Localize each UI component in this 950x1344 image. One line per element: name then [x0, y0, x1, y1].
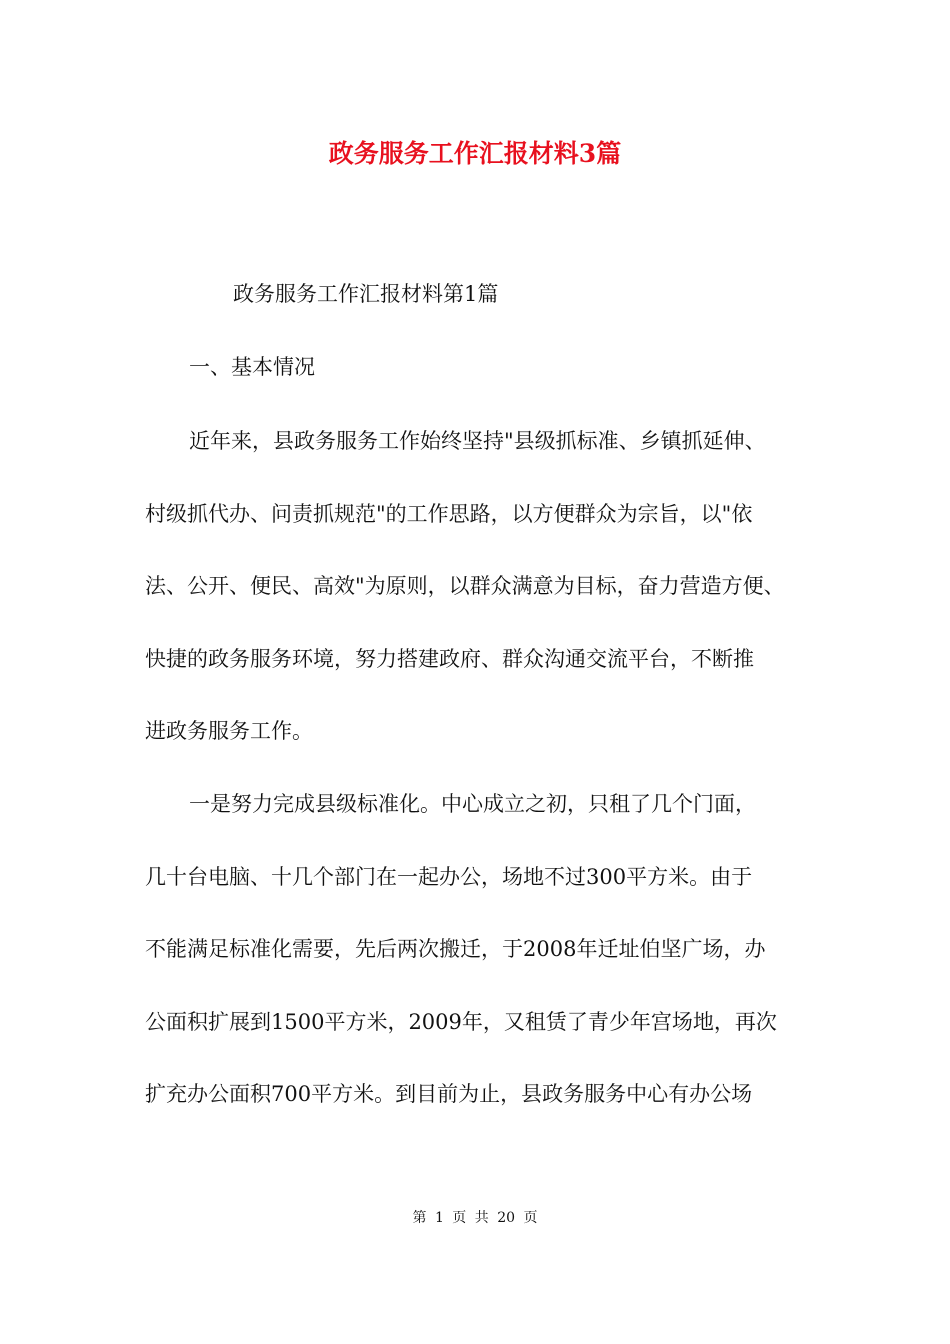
paragraph-line: 不能满足标准化需要，先后两次搬迁，于2008年迁址伯坚广场，办 [145, 937, 766, 961]
article-subtitle: 政务服务工作汇报材料第1篇 [233, 282, 499, 306]
paragraph-line: 近年来，县政务服务工作始终坚持"县级抓标准、乡镇抓延伸、 [189, 429, 766, 453]
section-heading: 一、基本情况 [189, 355, 315, 379]
paragraph-line: 快捷的政务服务环境，努力搭建政府、群众沟通交流平台，不断推 [145, 646, 754, 671]
page-footer: 第 1 页 共 20 页 [412, 1210, 538, 1226]
paragraph-line: 村级抓代办、问责抓规范"的工作思路，以方便群众为宗旨，以"依 [145, 501, 753, 526]
paragraph-line: 扩充办公面积700平方米。到目前为止，县政务服务中心有办公场 [145, 1082, 753, 1106]
paragraph-line: 几十台电脑、十几个部门在一起办公，场地不过300平方米。由于 [145, 864, 753, 889]
document-title: 政务服务工作汇报材料3篇 [328, 139, 622, 168]
paragraph-line: 进政务服务工作。 [145, 719, 313, 743]
paragraph-standardization [145, 768, 810, 1131]
paragraph-line: 法、公开、便民、高效"为原则，以群众满意为目标，奋力营造方便、 [145, 574, 785, 598]
paragraph-intro [145, 405, 810, 768]
paragraph-line: 公面积扩展到1500平方米，2009年，又租赁了青少年宫场地，再次 [145, 1009, 777, 1034]
paragraph-line: 一是努力完成县级标准化。中心成立之初，只租了几个门面， [189, 792, 756, 816]
